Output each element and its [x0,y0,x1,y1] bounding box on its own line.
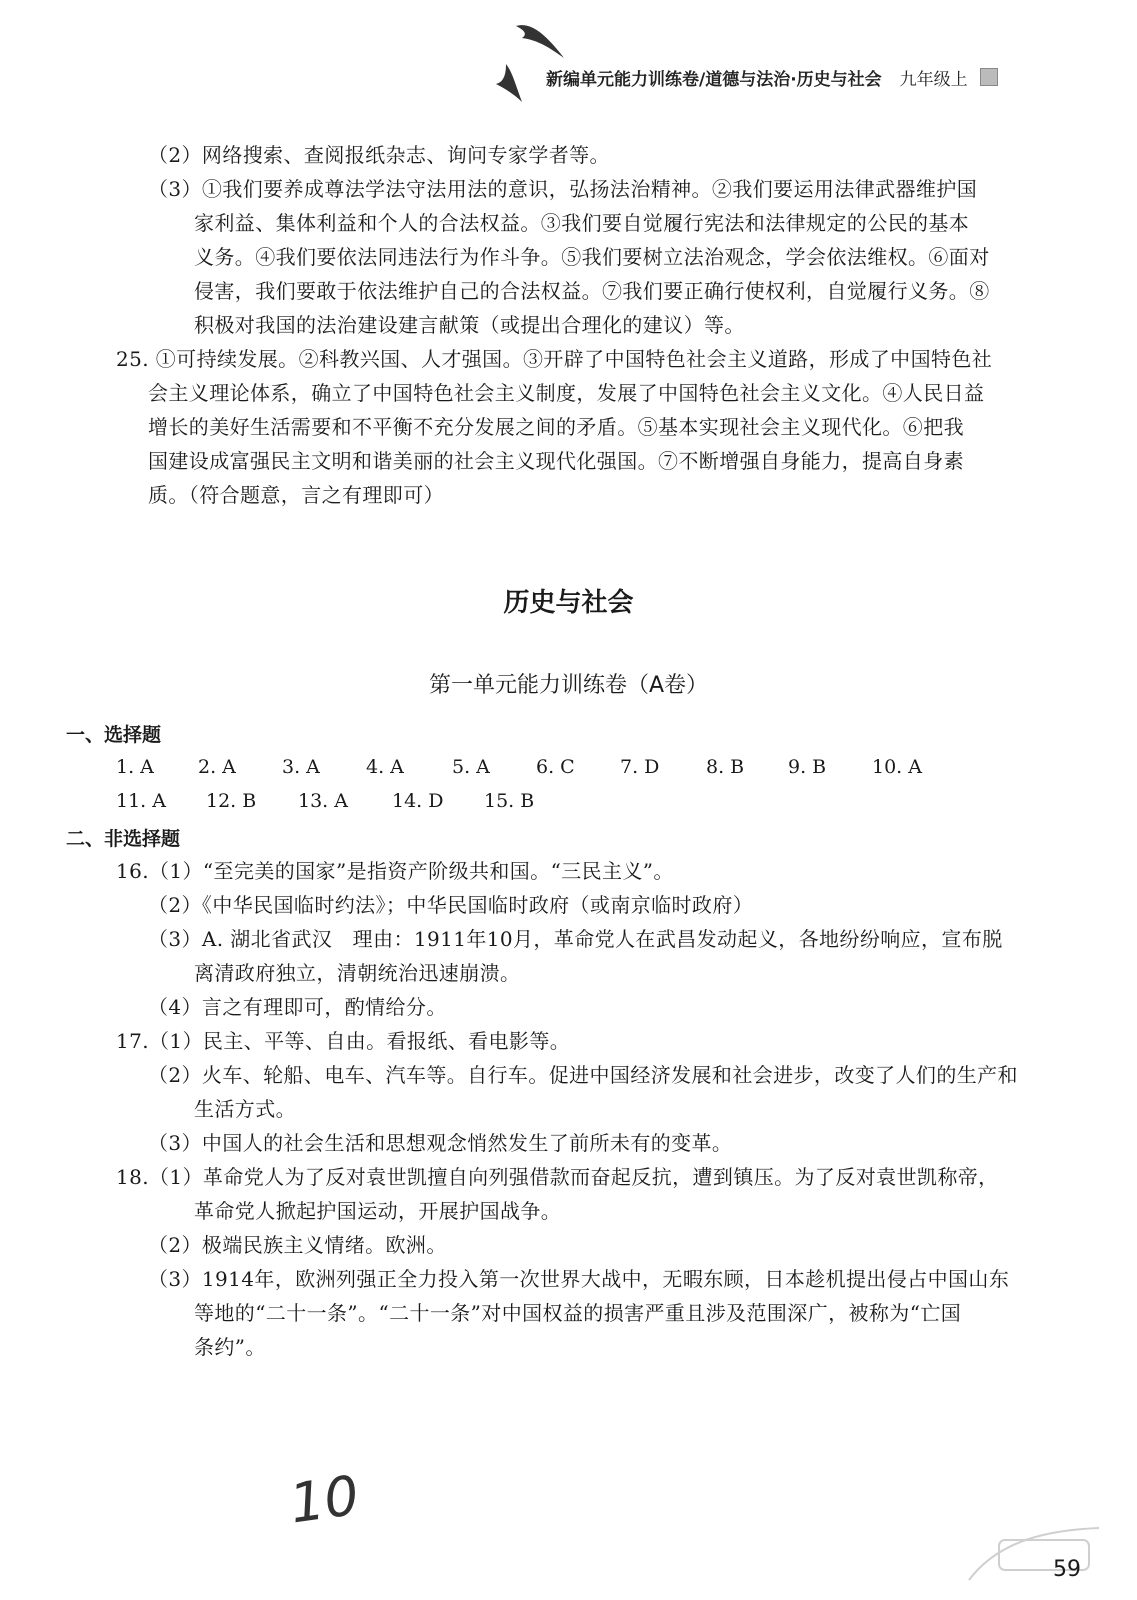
part-heading-choice: 一、选择题 [66,724,162,746]
text-line: 离清政府独立，清朝统治迅速崩溃。 [194,961,521,985]
answer-choice: 14. D [392,790,444,812]
answer-choice: 11. A [116,790,166,812]
header-square-icon [980,68,998,86]
part-heading-nonchoice: 二、非选择题 [66,828,181,850]
header-grade: 九年级上 [899,69,968,90]
answer-choice: 1. A [116,756,154,778]
answer-choice: 10. A [872,756,922,778]
text-line: （2）极端民族主义情绪。欧洲。 [148,1233,447,1257]
unit-title: 第一单元能力训练卷（A卷） [428,673,709,698]
answer-choice: 6. C [536,756,575,778]
text-line: 25. ①可持续发展。②科教兴国、人才强国。③开辟了中国特色社会主义道路，形成了中国特色社 [116,347,993,371]
text-line: （4）言之有理即可，酌情给分。 [148,995,447,1019]
text-line: （2）火车、轮船、电车、汽车等。自行车。促进中国经济发展和社会进步，改变了人们的生产和 [148,1063,1018,1087]
text-line: 条约”。 [194,1335,266,1359]
text-line: （3）1914年，欧洲列强正全力投入第一次世界大战中，无暇东顾，日本趁机提出侵占中国山东 [148,1267,1010,1291]
text-line: 增长的美好生活需要和不平衡不充分发展之间的矛盾。⑤基本实现社会主义现代化。⑥把我 [148,415,964,439]
answer-choice: 7. D [620,756,660,778]
text-line: 积极对我国的法治建设建言献策（或提出合理化的建议）等。 [194,313,745,337]
text-line: 17.（1）民主、平等、自由。看报纸、看电影等。 [116,1029,571,1053]
answer-choice: 12. B [206,790,257,812]
text-line: 义务。④我们要依法同违法行为作斗争。⑤我们要树立法治观念，学会依法维权。⑥面对 [194,245,990,269]
text-line: （3）A. 湖北省武汉 理由：1911年10月，革命党人在武昌发动起义，各地纷纷响应，宣布脱 [148,927,1003,951]
text-line: 等地的“二十一条”。“二十一条”对中国权益的损害严重且涉及范围深广，被称为“亡国 [194,1301,962,1325]
header-series: 新编单元能力训练卷/道德与法治·历史与社会 [546,69,882,90]
text-line: （2）《中华民国临时约法》；中华民国临时政府（或南京临时政府） [148,893,754,917]
answer-choice: 3. A [282,756,320,778]
text-line: 家利益、集体利益和个人的合法权益。③我们要自觉履行宪法和法律规定的公民的基本 [194,211,970,235]
answer-choice: 8. B [706,756,745,778]
text-line: 革命党人掀起护国运动，开展护国战争。 [194,1199,562,1223]
text-line: 会主义理论体系，确立了中国特色社会主义制度，发展了中国特色社会主义文化。④人民日益 [148,381,985,405]
text-line: 质。（符合题意，言之有理即可） [148,483,444,507]
bird-logo-icon-2 [492,62,526,104]
bird-logo-icon [514,18,566,62]
watermark-icon [959,1520,1109,1590]
handwritten-score: 10 [285,1463,363,1536]
answer-choice: 4. A [366,756,404,778]
text-line: （3）①我们要养成尊法学法守法用法的意识，弘扬法治精神。②我们要运用法律武器维护国 [148,177,978,201]
page-number: 59 [1053,1557,1081,1582]
text-line: 16.（1）“至完美的国家”是指资产阶级共和国。“三民主义”。 [116,859,674,883]
text-line: 生活方式。 [194,1097,296,1121]
answer-choice: 5. A [452,756,490,778]
section-title: 历史与社会 [503,588,634,618]
answer-choice: 13. A [298,790,348,812]
answer-choice: 2. A [198,756,236,778]
answer-choice: 9. B [788,756,827,778]
page-header [546,62,1045,92]
answer-choice: 15. B [484,790,535,812]
text-line: 侵害，我们要敢于依法维护自己的合法权益。⑦我们要正确行使权利，自觉履行义务。⑧ [194,279,990,303]
text-line: 18.（1）革命党人为了反对袁世凯擅自向列强借款而奋起反抗，遭到镇压。为了反对袁世凯称帝， [116,1165,999,1189]
text-line: 国建设成富强民主文明和谐美丽的社会主义现代化强国。⑦不断增强自身能力，提高自身素 [148,449,964,473]
text-line: （3）中国人的社会生活和思想观念悄然发生了前所未有的变革。 [148,1131,733,1155]
text-line: （2）网络搜索、查阅报纸杂志、询问专家学者等。 [148,143,610,167]
